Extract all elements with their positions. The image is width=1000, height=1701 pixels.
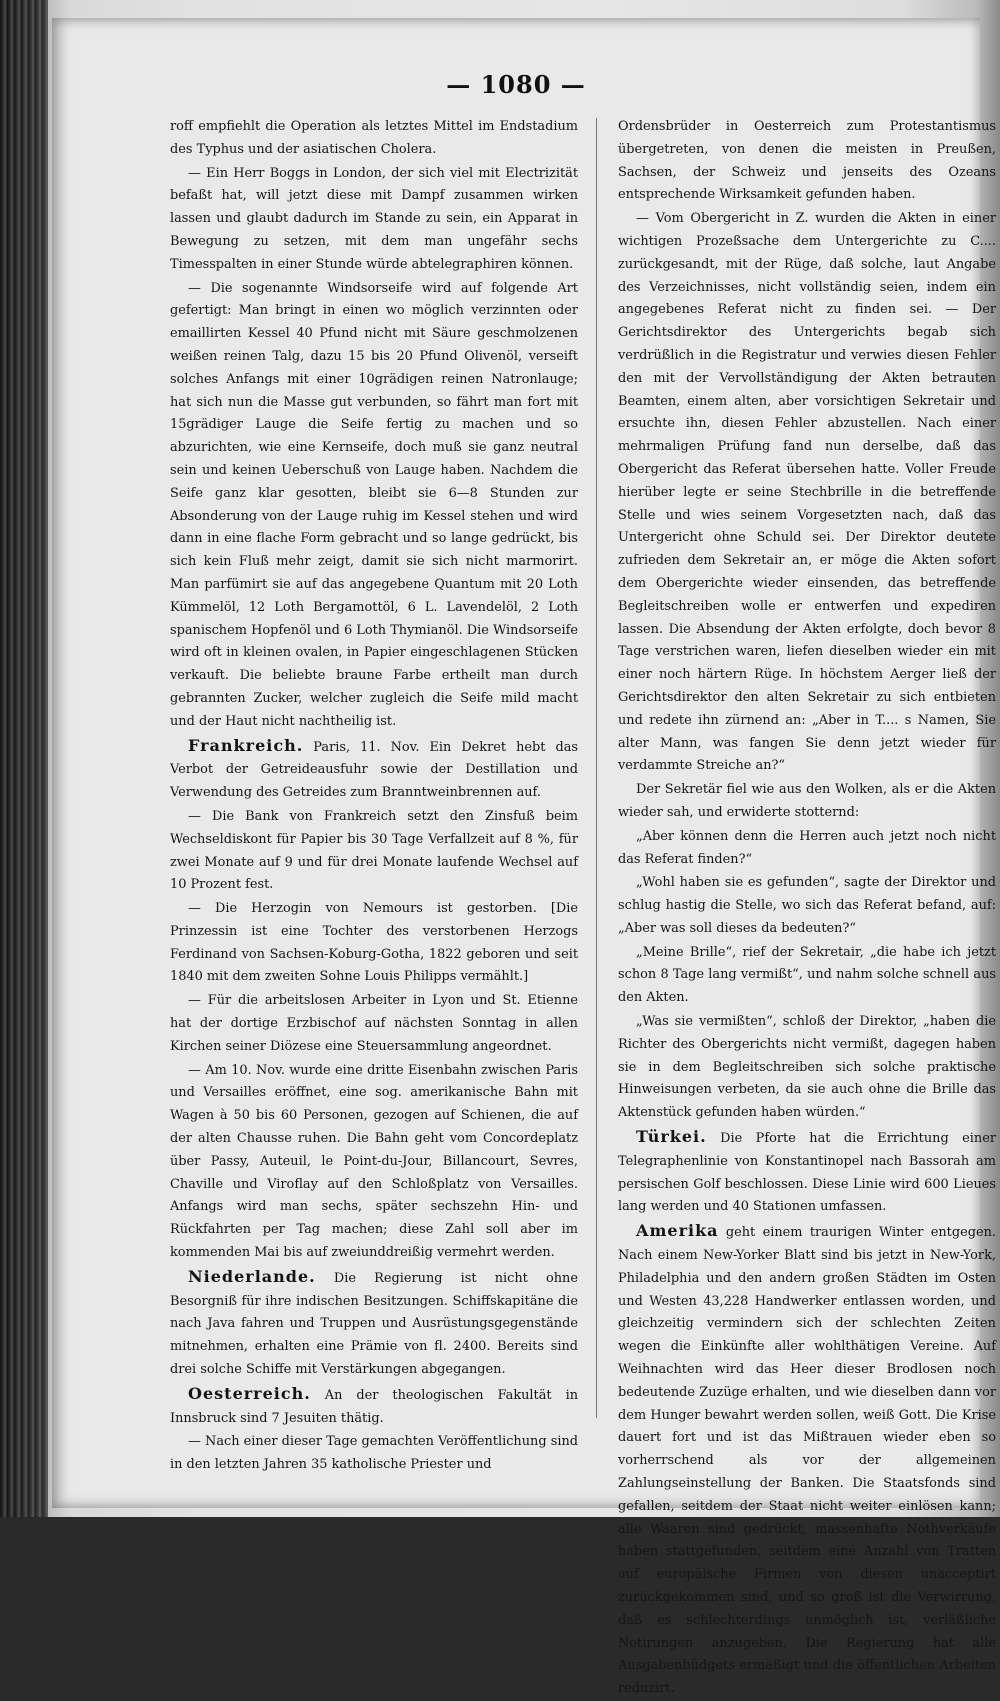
paragraph-text: — Am 10. Nov. wurde eine dritte Eisenbahn zwischen Paris und Versailles eröffnet, eine sog. amerikanische Bahn mit Wagen à 50 bis 60 Personen, gezogen auf Schienen, die auf der alten Chausse ruhen. Die Bahn geht vom Concordeplatz über Passy, Auteuil, le Point-du-Jour, Billancourt, Sevres, Chaville und Viroflay auf den Schloßplatz von Versailles. Anfangs wird man sechs, später sechszehn Hin- und Rückfahrten per Tag machen; diese Zahl soll aber im kommenden Mai bis auf zweiunddreißig vermehrt werden. (170, 1062, 578, 1261)
news-section (618, 1126, 996, 1219)
country-heading: Niederlande. (188, 1266, 316, 1286)
country-heading: Oesterreich. (188, 1383, 311, 1403)
country-heading: Amerika (636, 1221, 719, 1241)
news-section (170, 1383, 578, 1431)
paragraph-text: „Was sie vermißten“, schloß der Direktor, „haben die Richter des Obergerichts nicht vermißt, dagegen haben sie in dem Begleitschreiben sich solche praktische Hinweisungen verbeten, da sie auch ohne die Brille das Aktenstück gefunden haben würden.“ (618, 1014, 996, 1121)
news-section (170, 1266, 578, 1382)
right-column (618, 116, 996, 1697)
paragraph-text: Paris, 11. Nov. Ein Dekret hebt das Verbot der Getreideausfuhr sowie der Destillation und Verwendung des Getreides zum Branntweinbrennen auf. (170, 739, 578, 801)
article-paragraph (170, 116, 578, 162)
column-divider (596, 118, 597, 1418)
paragraph-text: — Für die arbeitslosen Arbeiter in Lyon und St. Etienne hat der dortige Erzbischof auf nächsten Sonntag in allen Kirchen seiner Diözese eine Steuersammlung angeordnet. (170, 993, 578, 1054)
paragraph-text: — Die Herzogin von Nemours ist gestorben. [Die Prinzessin ist eine Tochter des verstorbenen Herzogs Ferdinand von Sachsen-Koburg-Gotha, 1822 geboren und seit 1840 mit dem zweiten Sohne Louis Philipps vermählt.] (170, 901, 578, 985)
page-number: — 1080 — (446, 70, 586, 99)
paragraph-text: Die Pforte hat die Errichtung einer Telegraphenlinie von Konstantinopel nach Bassorah am persischen Golf beschlossen. Diese Linie wird 600 Lieues lang werden und 40 Stationen umfassen. (618, 1131, 996, 1215)
country-heading: Frankreich. (188, 735, 304, 755)
newspaper-page (52, 18, 996, 1697)
paragraph-text: Ordensbrüder in Oesterreich zum Protestantismus übergetreten, von denen die meisten in Preußen, Sachsen, der Schweiz und jenseits des Ozeans entsprechende Wirksamkeit gefunden haben. (618, 119, 996, 203)
paragraph-text: — Ein Herr Boggs in London, der sich viel mit Electrizität befaßt hat, will jetzt diese mit Dampf zusammen wirken lassen und glaubt dadurch im Stande zu sein, ein Apparat in Bewegung zu setzen, mit dem man ungefähr sechs Timesspalten in einer Stunde würde abtelegraphiren können. (170, 165, 578, 272)
paragraph-text: „Aber können denn die Herren auch jetzt noch nicht das Referat finden?“ (618, 828, 996, 867)
article-paragraph (618, 872, 996, 940)
paragraph-text: roff empfiehlt die Operation als letztes Mittel im Endstadium des Typhus und der asiatischen Cholera. (170, 119, 578, 157)
article-paragraph (618, 116, 996, 207)
news-section (618, 1220, 996, 1701)
article-paragraph (170, 806, 578, 897)
paragraph-text: — Die Bank von Frankreich setzt den Zinsfuß beim Wechseldiskont für Papier bis 30 Tage Verfallzeit auf 8 %, für zwei Monate auf 9 und für drei Monate laufende Wechsel auf 10 Prozent fest. (170, 808, 578, 893)
paragraph-text: Die Regierung ist nicht ohne Besorgniß für ihre indischen Besitzungen. Schiffskapitäne die nach Java fahren und Truppen und Ausrüstungsgegenstände mitnehmen, erhalten eine Prämie von fl. 2400. Bereits sind drei solche Schiffe mit Verstärkungen abgegangen. (170, 1270, 578, 1378)
article-paragraph (170, 163, 578, 277)
paragraph-text: „Wohl haben sie es gefunden“, sagte der Direktor und schlug hastig die Stelle, wo sich das Referat befand, auf: „Aber was soll dieses da bedeuten?“ (618, 875, 996, 936)
article-paragraph (170, 1060, 578, 1265)
paragraph-text: Der Sekretär fiel wie aus den Wolken, als er die Akten wieder sah, und erwiderte stotternd: (618, 782, 996, 820)
paragraph-text: — Die sogenannte Windsorseife wird auf folgende Art gefertigt: Man bringt in einen wo möglich verzinnten oder emaillirten Kessel 40 Pfund nicht mit Säure geschmolzenen weißen reinen Talg, dazu 15 bis 20 Pfund Olivenöl, verseift solches Anfangs mit einer 10grädigen reinen Natronlauge; hat sich nun die Masse gut verbunden, so fährt man fort mit 15grädiger Lauge die Seife fertig zu machen und so abzurichten, wie eine Kernseife, doch muß sie ganz neutral sein und keinen Ueberschuß von Lauge haben. Nachdem die Seife ganz klar gesotten, bleibt sie 6—8 Stunden zur Absonderung von der Lauge ruhig im Kessel stehen und wird dann in eine flache Form gebracht und so lange gedrückt, bis sich kein Fluß mehr zeigt, damit sie sich nicht marmorirt. Man parfümirt sie auf das angegebene Quantum mit 20 Loth Kümmelöl, 12 Loth Bergamottöl, 6 L. Lavendelöl, 2 Loth spanischem Hopfenöl und 6 Loth Thymianöl. Die Windsorseife wird oft in kleinen ovalen, in Papier eingeschlagenen Stücken verkauft. Die beliebte braune Farbe ertheilt man durch gebrannten Zucker, welcher zugleich die Seife mild macht und der Haut nicht nachtheilig ist. (170, 280, 578, 729)
left-column (170, 116, 578, 1473)
article-paragraph (618, 942, 996, 1010)
article-paragraph (170, 1431, 578, 1477)
paragraph-text: An der theologischen Fakultät in Innsbruck sind 7 Jesuiten thätig. (170, 1387, 578, 1426)
news-section (170, 735, 578, 805)
country-heading: Türkei. (636, 1127, 707, 1147)
article-paragraph (170, 990, 578, 1058)
paragraph-text: — Nach einer dieser Tage gemachten Veröffentlichung sind in den letzten Jahren 35 katholische Priester und (170, 1434, 578, 1473)
paragraph-text: geht einem traurigen Winter entgegen. Nach einem New-Yorker Blatt sind bis jetzt in New-York, Philadelphia und den andern großen Städten im Osten und Westen 43,228 Handwerker entlassen worden, und gleichzeitig vermindern sich der schlechten Zeiten wegen die Einkünfte aller wohlthätigen Vereine. Auf Weihnachten wird das Heer dieser Brodlosen noch bedeutende Zuzüge erhalten, und wie dieselben dann vor dem Hunger bewahrt werden sollen, weiß Gott. Die Krise dauert fort und ist das Mißtrauen wieder eben so vorherrschend als vor der allgemeinen Zahlungseinstellung der Banken. Die Staatsfonds sind gefallen, seitdem der Staat nicht weiter einlösen kann; alle Waaren sind gedrückt, massenhafte Nothverkäufe haben stattgefunden, seitdem eine Anzahl von Tratten auf europäische Firmen von diesen unacceptirt zurückgekommen sind, und so groß ist die Verwirrung, daß es schlechterdings unmöglich ist, verläßliche Notirungen anzugeben. Die Regierung hat alle Ausgabenbüdgets ermäßigt und die öffentlichen Arbeiten reduzirt. (618, 1225, 996, 1697)
article-paragraph (170, 278, 578, 734)
article-paragraph (618, 826, 996, 872)
article-paragraph (170, 898, 578, 989)
article-paragraph (618, 1011, 996, 1125)
paragraph-text: „Meine Brille“, rief der Sekretair, „die habe ich jetzt schon 8 Tage lang vermißt“, und nahm solche schnell aus den Akten. (618, 944, 996, 1006)
paragraph-text: — Vom Obergericht in Z. wurden die Akten in einer wichtigen Prozeßsache dem Untergerichte zu C.... zurückgesandt, mit der Rüge, daß solche, laut Angabe des Verzeichnisses, nicht vollständig seien, indem ein angegebenes Referat nicht zu finden sei. — Der Gerichtsdirektor des Untergerichts begab sich verdrüßlich in die Registratur und verwies diesen Fehler den mit der Vervollständigung der Akten betrauten Beamten, einem alten, aber vorsichtigen Sekretair und ersuchte ihn, diesen Fehler abzustellen. Nach einer mehrmaligen Prüfung fand nun derselbe, daß das Obergericht das Referat übersehen hatte. Voller Freude hierüber legte er seine Stechbrille in die betreffende Stelle und wies seinem Vorgesetzten nach, daß das Untergericht ohne Schuld sei. Der Direktor deutete zufrieden dem Sekretair an, er möge die Akten sofort dem Obergerichte wieder einsenden, das betreffende Begleitschreiben wolle er entwerfen und expediren lassen. Die Absendung der Akten erfolgte, doch bevor 8 Tage verstrichen waren, liefen dieselben wieder ein mit einer noch härtern Rüge. In höchstem Aerger ließ der Gerichtsdirektor den alten Sekretair zu sich entbieten und redete ihn zürnend an: „Aber in T.... s Namen, Sie alter Mann, was fangen Sie denn jetzt wieder für verdammte Streiche an?“ (618, 211, 996, 774)
article-paragraph (618, 779, 996, 825)
book-spine (0, 0, 48, 1517)
article-paragraph (618, 208, 996, 778)
